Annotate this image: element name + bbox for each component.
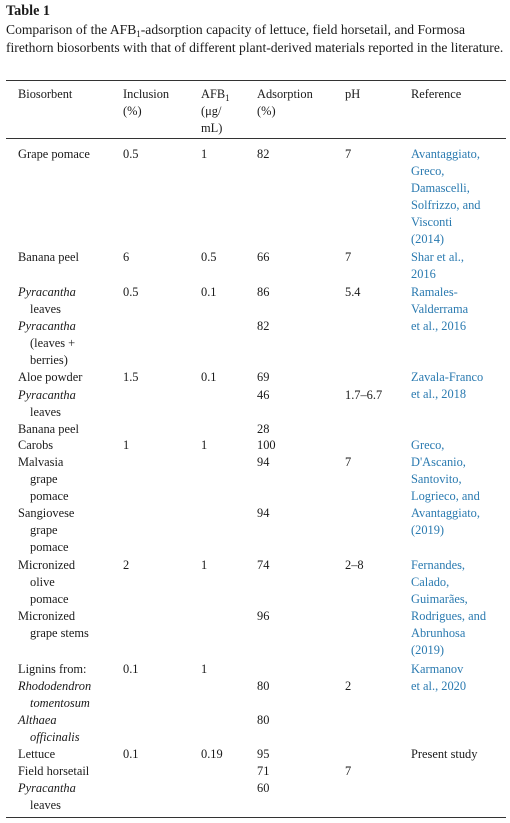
cell-adsorption: 66 — [257, 250, 270, 264]
cell-biosorbent: Rhododendron tomentosum — [18, 679, 92, 710]
cell-inclusion: 0.1 — [123, 747, 139, 761]
cell-inclusion: 0.1 — [123, 662, 139, 676]
cell-biosorbent: Pyracantha leaves — [18, 285, 76, 316]
cell-afb: 1 — [201, 662, 208, 676]
table-bottom-rule — [6, 817, 506, 818]
cell-biosorbent: Banana peel — [18, 422, 79, 436]
cell-biosorbent: Pyracantha leaves — [18, 388, 76, 419]
header-ph: pH — [345, 87, 361, 101]
reference-karmanov-2020[interactable]: Karmanov et al., 2020 — [411, 662, 467, 693]
cell-biosorbent: Micronized grape stems — [18, 609, 89, 640]
header-biosorbent: Biosorbent — [18, 87, 73, 101]
cell-adsorption: 100 — [257, 438, 276, 452]
cell-adsorption: 69 — [257, 370, 270, 384]
cell-ph: 7 — [345, 764, 352, 778]
cell-afb: 1 — [201, 147, 208, 161]
cell-inclusion: 6 — [123, 250, 130, 264]
cell-biosorbent: Pyracantha (leaves + berries) — [18, 319, 76, 367]
cell-adsorption: 28 — [257, 422, 270, 436]
reference-zavala-2018[interactable]: Zavala-Franco et al., 2018 — [411, 370, 484, 401]
header-afb: $AFB_1$ (μg/ mL) — [201, 87, 230, 135]
cell-inclusion: 2 — [123, 558, 130, 572]
cell-biosorbent: Micronized olive pomace — [18, 558, 76, 606]
cell-inclusion: 1.5 — [123, 370, 139, 384]
cell-biosorbent: Lettuce — [18, 747, 56, 761]
cell-ph: 2 — [345, 679, 352, 693]
header-adsorption: Adsorption (%) — [257, 87, 313, 118]
cell-inclusion: 0.5 — [123, 285, 139, 299]
cell-ph: 7 — [345, 147, 352, 161]
cell-adsorption: 80 — [257, 679, 270, 693]
cell-biosorbent: Sangiovese grape pomace — [18, 506, 75, 554]
header-bottom-rule — [6, 138, 506, 139]
reference-shar-2016[interactable]: Shar et al., 2016 — [411, 250, 464, 281]
cell-ph: 7 — [345, 250, 352, 264]
cell-afb: 0.1 — [201, 285, 217, 299]
cell-inclusion: 1 — [123, 438, 130, 452]
cell-ph: 5.4 — [345, 285, 361, 299]
cell-afb: 1 — [201, 438, 208, 452]
cell-biosorbent: Lignins from: — [18, 662, 87, 676]
cell-afb: 0.19 — [201, 747, 223, 761]
cell-biosorbent: Aloe powder — [18, 370, 83, 384]
cell-adsorption: 86 — [257, 285, 270, 299]
reference-ramales-2016[interactable]: Ramales- Valderrama et al., 2016 — [411, 285, 469, 333]
cell-ph: 1.7–6.7 — [345, 388, 383, 402]
cell-adsorption: 94 — [257, 506, 270, 520]
header-reference: Reference — [411, 87, 462, 101]
cell-adsorption: 96 — [257, 609, 270, 623]
header-inclusion: Inclusion (%) — [123, 87, 170, 118]
reference-greco-2019[interactable]: Greco, D'Ascanio, Santovito, Logrieco, and Avantaggiato, (2019) — [411, 438, 480, 537]
reference-fernandes-2019[interactable]: Fernandes, Calado, Guimarães, Rodrigues, and Abrunhosa (2019) — [411, 558, 487, 657]
reference-avantaggiato-2014[interactable]: Avantaggiato, Greco, Damascelli, Solfrizzo, and Visconti (2014) — [411, 147, 481, 246]
cell-afb: 0.1 — [201, 370, 217, 384]
cell-biosorbent: Carobs — [18, 438, 54, 452]
table-caption: Comparison of the $AFB_1$-adsorption capacity of lettuce, field horsetail, and Formosa firethorn biosorbents with that of different plant-derived materials reported in the literature. — [6, 22, 504, 55]
cell-adsorption: 60 — [257, 781, 270, 795]
cell-biosorbent: Grape pomace — [18, 147, 90, 161]
cell-adsorption: 94 — [257, 455, 270, 469]
cell-biosorbent: Field horsetail — [18, 764, 90, 778]
cell-adsorption: 82 — [257, 147, 270, 161]
cell-biosorbent: Althaea officinalis — [18, 713, 80, 744]
cell-adsorption: 95 — [257, 747, 270, 761]
table-label: Table 1 — [6, 3, 51, 19]
cell-adsorption: 46 — [257, 388, 270, 402]
cell-biosorbent: Pyracantha leaves — [18, 781, 76, 812]
cell-biosorbent: Malvasia grape pomace — [18, 455, 69, 503]
cell-afb: 1 — [201, 558, 208, 572]
cell-ph: 7 — [345, 455, 352, 469]
cell-biosorbent: Banana peel — [18, 250, 79, 264]
reference-present-study: Present study — [411, 747, 478, 761]
cell-adsorption: 80 — [257, 713, 270, 727]
cell-adsorption: 74 — [257, 558, 270, 572]
cell-adsorption: 82 — [257, 319, 270, 333]
header-top-rule — [6, 80, 506, 81]
cell-afb: 0.5 — [201, 250, 217, 264]
cell-ph: 2–8 — [345, 558, 364, 572]
cell-adsorption: 71 — [257, 764, 270, 778]
cell-inclusion: 0.5 — [123, 147, 139, 161]
